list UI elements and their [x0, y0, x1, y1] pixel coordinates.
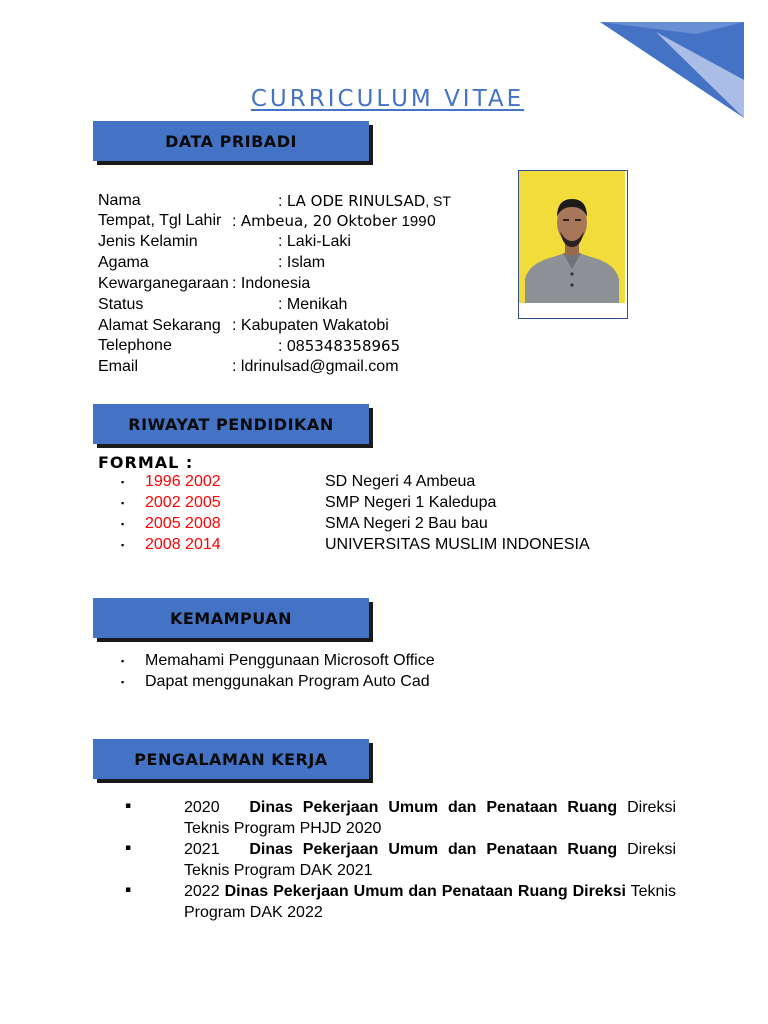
experience-detail: Direksi Teknis Program PHJD 2020	[184, 799, 677, 837]
profile-photo	[518, 170, 628, 319]
bullet-icon: ▪	[121, 519, 125, 529]
bullet-icon: ▪	[121, 677, 125, 687]
section-header-riwayat-pendidikan: RIWAYAT PENDIDIKAN	[93, 404, 369, 444]
birth-label: Tempat, Tgl Lahir	[98, 212, 222, 229]
experience-org: Dinas Pekerjaan Umum dan Penataan Ruang Direksi	[224, 883, 626, 900]
religion-value: : Islam	[278, 254, 326, 271]
bullet-icon: ▪	[121, 656, 125, 666]
gender-value: : Laki-Laki	[278, 233, 351, 250]
experience-year: 2020	[184, 799, 220, 816]
phone-prefix: : 08	[278, 338, 305, 355]
nationality-label: Kewarganegaraan	[98, 275, 229, 292]
bullet-icon: ▪	[121, 477, 125, 487]
portrait-image	[519, 171, 625, 303]
address-value: : Kabupaten Wakatobi	[232, 317, 389, 334]
name-value	[278, 192, 451, 211]
experience-year: 2022	[184, 883, 220, 900]
nationality-value: : Indonesia	[232, 275, 311, 292]
birth-year-b: 0	[426, 212, 437, 230]
section-header-pengalaman-kerja: PENGALAMAN KERJA	[93, 739, 369, 779]
education-years: 2002 2005	[145, 494, 221, 511]
education-school: UNIVERSITAS MUSLIM INDONESIA	[325, 536, 590, 553]
birth-year-a: 199	[401, 213, 427, 230]
phone-value	[278, 337, 400, 356]
address-label: Alamat Sekarang	[98, 317, 221, 334]
birth-text: Ambeua, 20 Oktober	[240, 212, 398, 230]
experience-org: Dinas Pekerjaan Umum dan Penataan Ruang	[249, 799, 618, 816]
bullet-icon: ▪	[121, 540, 125, 550]
education-years: 2008 2014	[145, 536, 221, 553]
gender-label: Jenis Kelamin	[98, 233, 198, 250]
experience-org: Dinas Pekerjaan Umum dan Penataan Ruang	[249, 841, 618, 858]
section-header-kemampuan: KEMAMPUAN	[93, 598, 369, 638]
experience-detail: Teknis Program DAK 2022	[184, 883, 677, 921]
bullet-icon: ▪	[125, 885, 132, 895]
list-item	[184, 881, 676, 923]
bullet-icon: ▪	[125, 843, 132, 853]
page-title: CURRICULUM VITAE	[250, 86, 525, 112]
phone-label: Telephone	[98, 337, 172, 354]
email-label: Email	[98, 358, 139, 375]
skill-text: Dapat menggunakan Program Auto Cad	[145, 673, 430, 690]
education-school: SMP Negeri 1 Kaledupa	[325, 494, 497, 511]
list-item	[184, 839, 676, 881]
status-value: : Menikah	[278, 296, 348, 313]
status-label: Status	[98, 296, 144, 313]
birth-colon: :	[232, 213, 237, 230]
religion-label: Agama	[98, 254, 149, 271]
name-text: LA ODE RINULSAD	[286, 192, 426, 210]
name-colon: :	[278, 193, 283, 210]
formal-label: FORMAL :	[98, 453, 194, 472]
name-label: Nama	[98, 192, 141, 209]
experience-detail: Direksi Teknis Program DAK 2021	[184, 841, 677, 879]
bullet-icon: ▪	[121, 498, 125, 508]
education-years: 1996 2002	[145, 473, 221, 490]
skill-text: Memahami Penggunaan Microsoft Office	[145, 652, 435, 669]
name-suffix: , ST	[425, 193, 451, 209]
education-school: SMA Negeri 2 Bau bau	[325, 515, 488, 532]
birth-value	[232, 212, 436, 231]
section-header-data-pribadi: DATA PRIBADI	[93, 121, 369, 161]
list-item	[184, 797, 676, 839]
phone-rest: 5348358965	[304, 337, 401, 355]
education-school: SD Negeri 4 Ambeua	[325, 473, 476, 490]
experience-year: 2021	[184, 841, 220, 858]
bullet-icon: ▪	[125, 801, 132, 811]
education-years: 2005 2008	[145, 515, 221, 532]
email-value: : ldrinulsad@gmail.com	[232, 358, 399, 375]
